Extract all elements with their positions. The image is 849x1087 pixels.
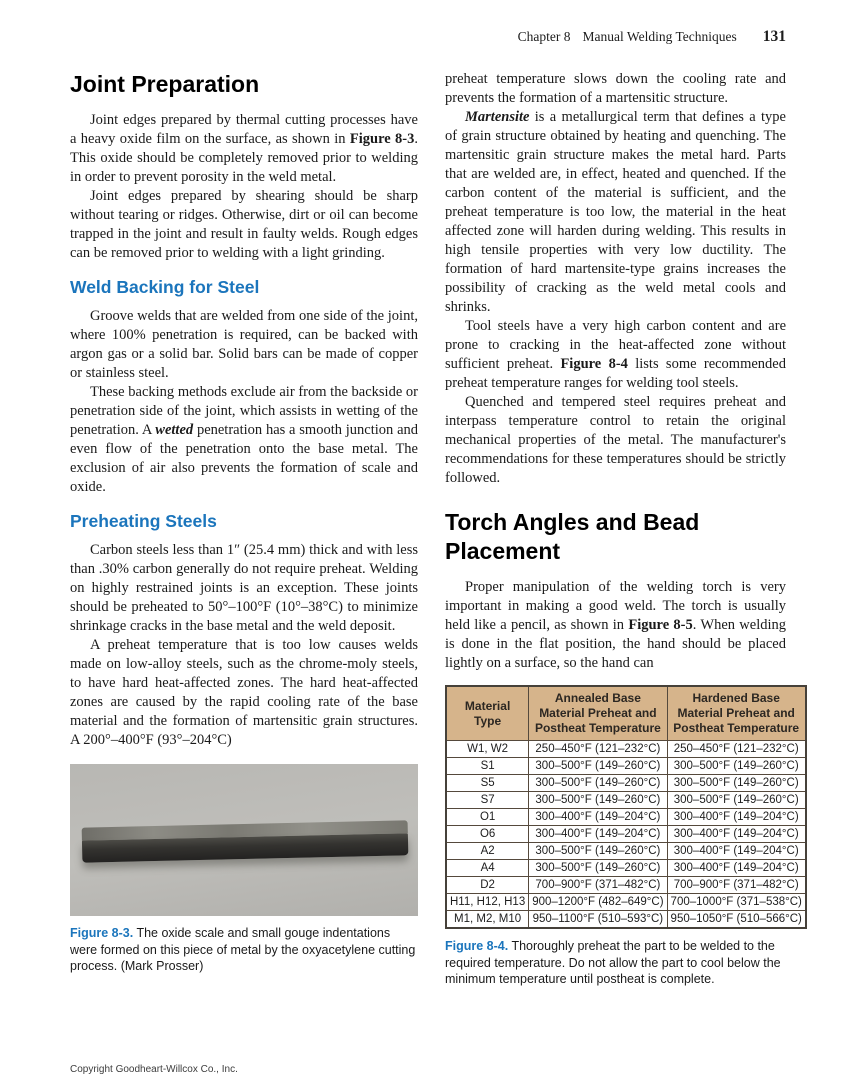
figure-8-3-label: Figure 8-3.: [70, 926, 134, 940]
left-column: [70, 70, 418, 988]
cell-hardened: 300–400°F (149–204°C): [667, 809, 806, 826]
cell-hardened: 700–900°F (371–482°C): [667, 877, 806, 894]
table-row: [446, 877, 806, 894]
cell-material: S7: [446, 792, 529, 809]
cell-material: W1, W2: [446, 741, 529, 758]
column-header-hardened: Hardened Base Material Preheat and Postheat Temperature: [667, 686, 806, 741]
cell-annealed: 300–500°F (149–260°C): [529, 843, 667, 860]
table-row: [446, 843, 806, 860]
chapter-label: Chapter 8: [517, 29, 571, 44]
heading-joint-preparation: Joint Preparation: [70, 71, 260, 97]
paragraph-preheat-continuation: preheat temperature slows down the cooling rate and prevents the formation of a martensitic structure.: [445, 71, 786, 106]
cell-hardened: 300–500°F (149–260°C): [667, 775, 806, 792]
paragraph-quenched-tempered: Quenched and tempered steel requires preheat and interpass temperature control to retain the original mechanical properties of the metal. The manufacturer's recommendations for these temperatures should be strictly followed.: [445, 394, 786, 486]
cell-material: H11, H12, H13: [446, 894, 529, 911]
chapter-title: Manual Welding Techniques: [582, 29, 737, 44]
text-run: Tool steels have a very high carbon content and are prone to cracking in the heat-affected zone without sufficient preheat.: [445, 318, 786, 372]
paragraph-thermal-cutting: [70, 111, 418, 187]
paragraph-torch-manipulation: [445, 578, 786, 673]
term-martensite: Martensite: [465, 109, 530, 125]
heading-torch-angles-and-bead-placement: Torch Angles and Bead Placement: [445, 509, 700, 564]
figure-8-3-photo: [70, 764, 418, 916]
cell-material: S1: [446, 758, 529, 775]
table-row: [446, 792, 806, 809]
table-row: [446, 860, 806, 877]
figure-8-3-reference: Figure 8-3: [349, 131, 415, 147]
cell-material: S5: [446, 775, 529, 792]
figure-8-3-caption: [70, 925, 418, 975]
cell-material: A4: [446, 860, 529, 877]
table-row: [446, 741, 806, 758]
table-row: [446, 894, 806, 911]
cell-annealed: 300–400°F (149–204°C): [529, 809, 667, 826]
cell-hardened: 300–400°F (149–204°C): [667, 826, 806, 843]
paragraph-groove-welds: Groove welds that are welded from one side of the joint, where 100% penetration is required, can be backed with argon gas or a solid bar. Solid bars can be made of copper or stainless steel.: [70, 308, 418, 381]
preheat-temperature-table: [445, 685, 807, 929]
running-header: [70, 28, 786, 46]
column-header-annealed: Annealed Base Material Preheat and Postheat Temperature: [529, 686, 667, 741]
cell-annealed: 300–400°F (149–204°C): [529, 826, 667, 843]
page-number: 131: [762, 28, 786, 45]
figure-8-4-caption: [445, 938, 786, 988]
text-run: lists some recommended preheat temperature ranges for welding tool steels.: [445, 356, 786, 391]
caption-text: Thoroughly preheat the part to be welded to the required temperature. Do not allow the part to cool below the minimum temperature until postheat is complete.: [445, 939, 781, 986]
cell-annealed: 900–1200°F (482–649°C): [529, 894, 667, 911]
text-run: These backing methods exclude air from the backside or penetration side of the joint, which assists in wetting of the penetration. A: [70, 384, 418, 438]
cell-annealed: 250–450°F (121–232°C): [529, 741, 667, 758]
cell-annealed: 300–500°F (149–260°C): [529, 860, 667, 877]
heading-preheating-steels: Preheating Steels: [70, 511, 217, 531]
caption-text: The oxide scale and small gouge indentations were formed on this piece of metal by the oxyacetylene cutting process. (Mark Prosser): [70, 926, 416, 973]
metal-strip-image: [82, 820, 409, 863]
text-run: . When welding is done in the flat position, the hand should be placed lightly on a surface, so the hand can: [445, 617, 787, 671]
cell-hardened: 300–500°F (149–260°C): [667, 792, 806, 809]
figure-8-5-reference: Figure 8-5: [628, 617, 693, 633]
cell-annealed: 300–500°F (149–260°C): [529, 758, 667, 775]
table-row: [446, 911, 806, 929]
cell-hardened: 300–400°F (149–204°C): [667, 843, 806, 860]
term-wetted: wetted: [155, 422, 194, 438]
table-row: [446, 775, 806, 792]
cell-material: O1: [446, 809, 529, 826]
text-run: . This oxide should be completely removed prior to welding in order to prevent porosity in the weld metal.: [70, 131, 419, 185]
text-run: Joint edges prepared by thermal cutting processes have a heavy oxide film on the surface, as shown in: [70, 112, 418, 147]
two-column-layout: [70, 70, 802, 988]
cell-material: M1, M2, M10: [446, 911, 529, 929]
cell-hardened: 300–500°F (149–260°C): [667, 758, 806, 775]
cell-annealed: 700–900°F (371–482°C): [529, 877, 667, 894]
paragraph-tool-steels: [445, 317, 786, 393]
cell-material: A2: [446, 843, 529, 860]
cell-material: O6: [446, 826, 529, 843]
cell-hardened: 950–1050°F (510–566°C): [667, 911, 806, 929]
table-row: [446, 826, 806, 843]
paragraph-martensite: [445, 108, 786, 317]
paragraph-carbon-steels: Carbon steels less than 1″ (25.4 mm) thick and with less than .30% carbon generally do not require preheat. Welding on highly restrained joints is an exception. These joints should be preheated to 50°–100°F (10°–38°C) to minimize shrinkage cracks in the base metal and the weld deposit.: [70, 542, 418, 634]
cell-hardened: 250–450°F (121–232°C): [667, 741, 806, 758]
text-run: penetration has a smooth junction and even flow of the penetration onto the base metal. The exclusion of air also prevents the formation of scale and oxide.: [70, 422, 418, 495]
table-row: [446, 809, 806, 826]
right-column: [445, 70, 802, 988]
cell-annealed: 300–500°F (149–260°C): [529, 792, 667, 809]
figure-8-4-reference: Figure 8-4: [560, 356, 628, 372]
table-header-row: [446, 686, 806, 741]
paragraph-preheat-too-low: A preheat temperature that is too low causes welds made on low-alloy steels, such as the chrome-moly steels, to have hard heat-affected zones. The hard heat-affected zones are caused by the rapid cooling rate of the base material and the formation of martensitic grain structures. A 200°–400°F (93°–204°C): [70, 637, 418, 748]
heading-weld-backing-for-steel: Weld Backing for Steel: [70, 277, 260, 297]
figure-8-4-label: Figure 8-4.: [445, 939, 509, 953]
cell-hardened: 700–1000°F (371–538°C): [667, 894, 806, 911]
cell-material: D2: [446, 877, 529, 894]
paragraph-shearing: Joint edges prepared by shearing should be sharp without tearing or ridges. Otherwise, dirt or oil can become trapped in the joint and result in faulty welds. Rough edges can be removed prior to welding with a light grinding.: [70, 188, 418, 261]
copyright-footer: Copyright Goodheart-Willcox Co., Inc.: [70, 1064, 238, 1075]
figure-8-3: [70, 764, 418, 975]
text-run: Proper manipulation of the welding torch is very important in making a good weld. The torch is usually held like a pencil, as shown in: [445, 579, 786, 633]
text-run: is a metallurgical term that defines a type of grain structure obtained by heating and quenching. The martensitic grain structure makes the metal hard. Parts that are welded are, in effect, heated and quenched. If the carbon content of the material is sufficient, and the preheat temperature is too low, the material in the heat affected zone will harden during welding. This results in high tensile properties with very low ductility. The formation of hard martensite-type grains increases the possibility of cracking as the weld metal cools and shrinks.: [445, 109, 786, 315]
cell-annealed: 950–1100°F (510–593°C): [529, 911, 667, 929]
cell-hardened: 300–400°F (149–204°C): [667, 860, 806, 877]
column-header-material-type: Material Type: [446, 686, 529, 741]
cell-annealed: 300–500°F (149–260°C): [529, 775, 667, 792]
paragraph-backing-methods: [70, 383, 418, 497]
table-row: [446, 758, 806, 775]
